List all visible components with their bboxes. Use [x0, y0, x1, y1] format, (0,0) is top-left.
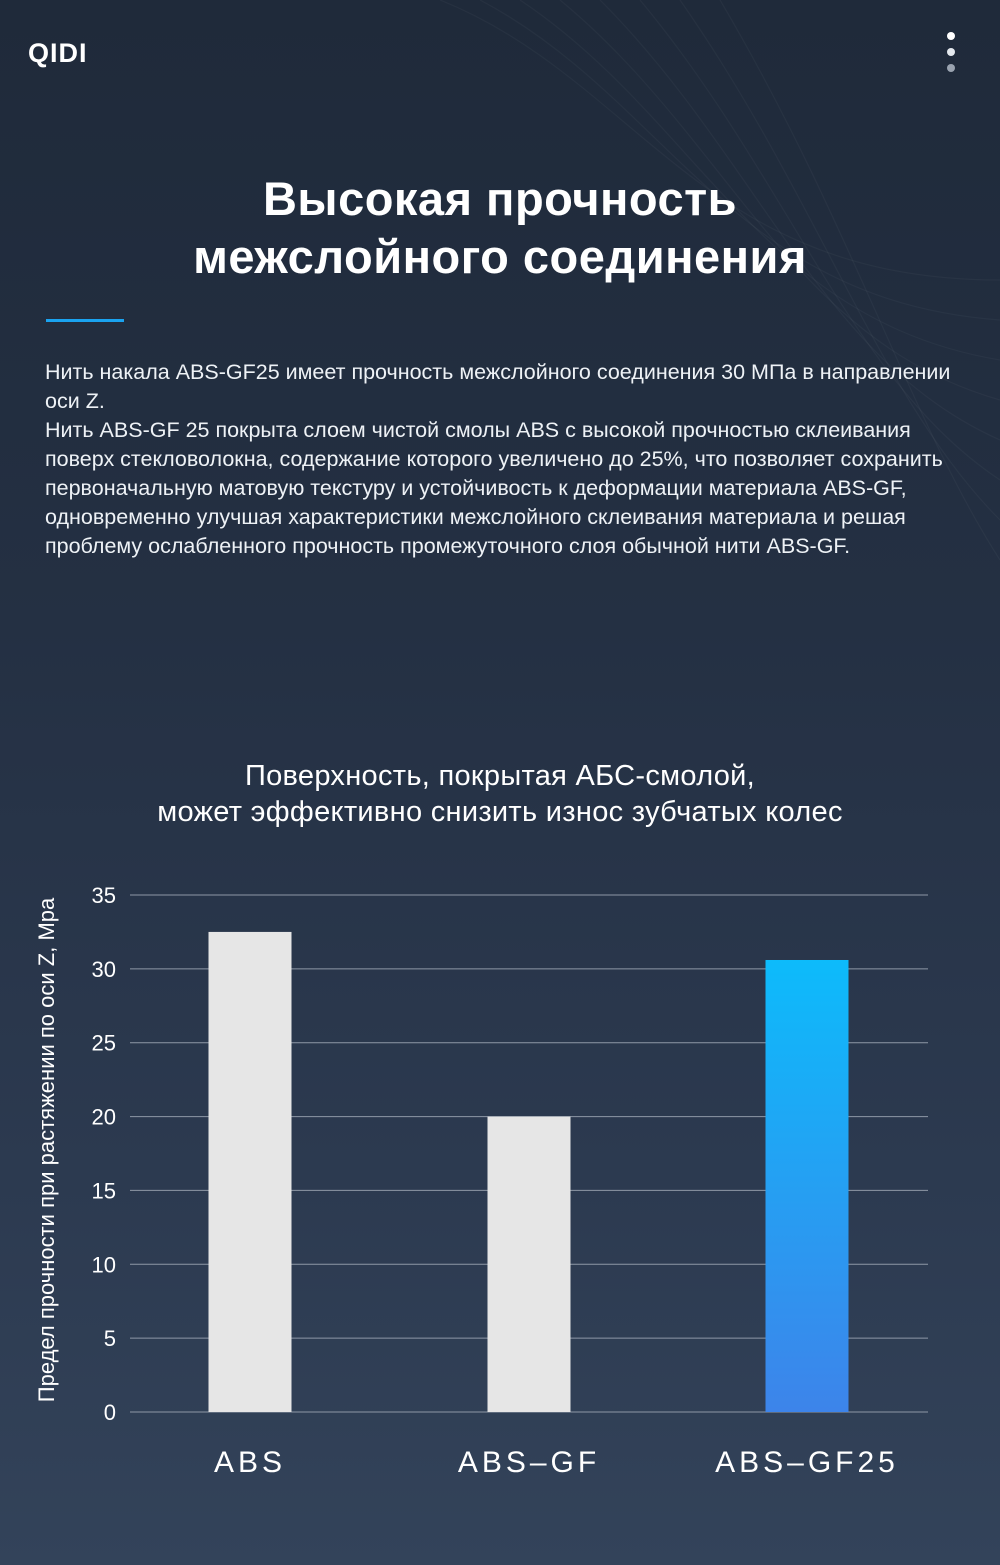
chart-title	[0, 758, 1000, 830]
x-tick-label: ABS	[213, 1446, 287, 1479]
y-tick-label: 15	[91, 1178, 116, 1204]
chart-title-line-2: может эффективно снизить износ зубчатых колес	[157, 796, 843, 828]
bar-chart	[0, 840, 1000, 1500]
y-tick-label: 20	[91, 1104, 116, 1130]
page-title-line-1: Высокая прочность	[262, 172, 738, 225]
y-tick-label: 10	[91, 1252, 116, 1278]
y-axis-ticks	[92, 883, 116, 1425]
x-axis-labels	[214, 1446, 899, 1479]
bar-abs	[209, 932, 292, 1412]
menu-dot	[947, 48, 955, 56]
more-vertical-icon[interactable]	[940, 32, 962, 78]
description	[45, 358, 960, 561]
y-tick-label: 25	[91, 1030, 116, 1056]
qidi-logo[interactable]: QIDI	[28, 38, 88, 68]
x-tick-label: ABS–GF25	[715, 1446, 899, 1479]
y-tick-label: 0	[103, 1400, 116, 1425]
y-axis-label: Предел прочности при растяжении по оси Z, Мра	[34, 897, 59, 1403]
y-tick-label: 5	[103, 1326, 116, 1352]
header	[0, 0, 1000, 110]
bars	[209, 932, 849, 1412]
page-title	[0, 170, 1000, 286]
y-tick-label: 30	[91, 956, 116, 982]
description-paragraph-1: Нить накала ABS-GF25 имеет прочность межслойного соединения 30 МПа в направлении оси Z.	[45, 360, 951, 413]
menu-dot	[947, 64, 955, 72]
page-title-line-2: межслойного соединения	[193, 230, 807, 283]
bar-abs-gf	[488, 1117, 571, 1412]
chart-title-line-1: Поверхность, покрытая АБС-смолой,	[244, 760, 756, 792]
y-tick-label: 35	[91, 883, 116, 908]
description-paragraph-2: Нить ABS-GF 25 покрыта слоем чистой смолы ABS с высокой прочностью склеивания поверх стекловолокна, содержание которого увеличено до 25%, что позволяет сохранить первоначальную матовую текстуру и устойчивость к деформации материала ABS-GF, одновременно улучшая характеристики межслойного склеивания материала и решая проблему ослабленного прочность промежуточного слоя обычной нити ABS-GF.	[45, 418, 943, 558]
title-underline	[46, 319, 124, 322]
menu-dot	[947, 32, 955, 40]
bar-abs-gf25	[766, 960, 849, 1412]
x-tick-label: ABS–GF	[457, 1446, 601, 1479]
